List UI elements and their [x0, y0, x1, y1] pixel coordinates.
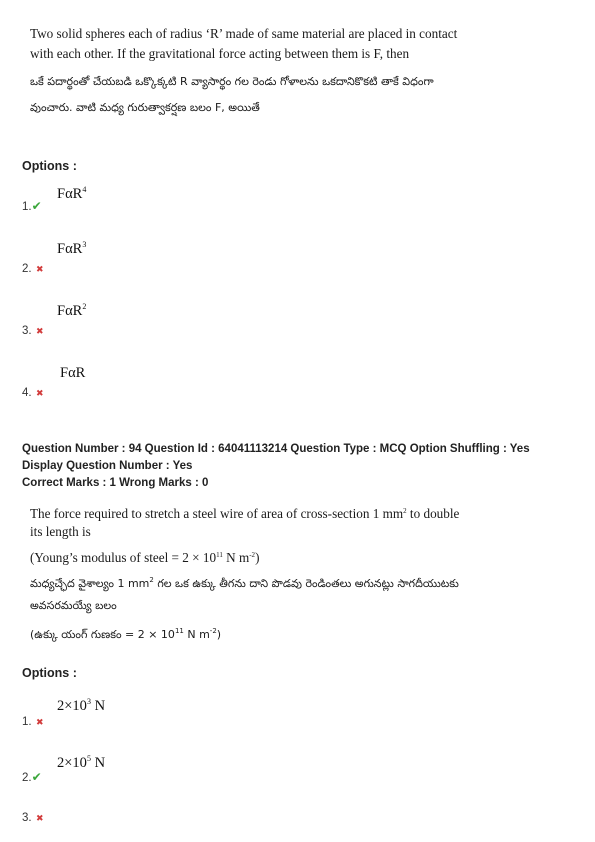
q93-option-1-text: FαR$^4$ — [57, 185, 87, 202]
q93-english-line1: Two solid spheres each of radius ‘R’ made of same material are placed in contact — [30, 26, 458, 41]
q94-option-3-number[interactable]: 3. ✖ — [22, 812, 44, 824]
wrong-cross-icon: ✖ — [36, 326, 44, 336]
wrong-cross-icon: ✖ — [36, 264, 44, 274]
q94-option-2-number[interactable]: 2.✔ — [22, 770, 42, 784]
q94-meta-line2: Display Question Number : Yes — [22, 460, 193, 472]
q93-option-2-number[interactable]: 2. ✖ — [22, 263, 44, 275]
q94-meta-line3: Correct Marks : 1 Wrong Marks : 0 — [22, 477, 209, 489]
q94-english-line2: its length is — [30, 524, 91, 539]
wrong-cross-icon: ✖ — [36, 717, 44, 727]
correct-check-icon: ✔ — [31, 770, 42, 784]
q94-option-2-text: $2\times 10^5$ N — [57, 754, 106, 771]
q94-english-line1: The force required to stretch a steel wire of area of cross-section 1 $mm^2$ to double — [30, 506, 460, 521]
q93-option-3-number[interactable]: 3. ✖ — [22, 325, 44, 337]
q93-telugu-line2: వుంచారు. వాటి మధ్య గురుత్వాకర్షణ బలం F, అయితే — [30, 101, 260, 114]
q93-option-4-text: FαR — [60, 365, 86, 381]
q94-option-1-number[interactable]: 1. ✖ — [22, 716, 44, 728]
correct-check-icon: ✔ — [31, 199, 42, 213]
wrong-cross-icon: ✖ — [36, 813, 44, 823]
q93-telugu-line1: ఒకే పదార్థంతో చేయబడి ఒక్కొక్కటి R వ్యాసార్థం గల రెండు గోళాలను ఒకదానికొకటి తాకే విధంగా — [30, 75, 434, 88]
q93-option-2-text: FαR$^3$ — [57, 240, 87, 257]
q93-options-label: Options : — [22, 159, 77, 173]
q93-option-3-text: FαR$^2$ — [57, 302, 87, 319]
q94-telugu-line3: (ఉక్కు యంగ్ గుణకం = $2 \times 10^{11}$ N $m^{-2}$) — [30, 627, 222, 641]
wrong-cross-icon: ✖ — [36, 388, 44, 398]
q94-meta-line1: Question Number : 94 Question Id : 64041113214 Question Type : MCQ Option Shuffling : Yes — [22, 443, 530, 455]
q93-option-1-number[interactable]: 1.✔ — [22, 199, 42, 213]
q94-english-line3: (Young’s modulus of steel = $2 \times 10^{11}$ N $m^{-2}$) — [30, 550, 260, 565]
q94-option-1-text: $2\times 10^3$ N — [57, 697, 106, 714]
q94-telugu-line1: మధ్యచ్ఛేద వైశాల్యం 1 $mm^2$ గల ఒక ఉక్కు తీగను దాని పొడవు రెండింతలు అగునట్లు సాగదీయుటకు — [30, 576, 459, 590]
q93-english-line2: with each other. If the gravitational force acting between them is F, then — [30, 46, 410, 61]
q93-option-4-number[interactable]: 4. ✖ — [22, 387, 44, 399]
q94-options-label: Options : — [22, 666, 77, 680]
q94-telugu-line2: అవసరమయ్యే బలం — [30, 599, 117, 612]
